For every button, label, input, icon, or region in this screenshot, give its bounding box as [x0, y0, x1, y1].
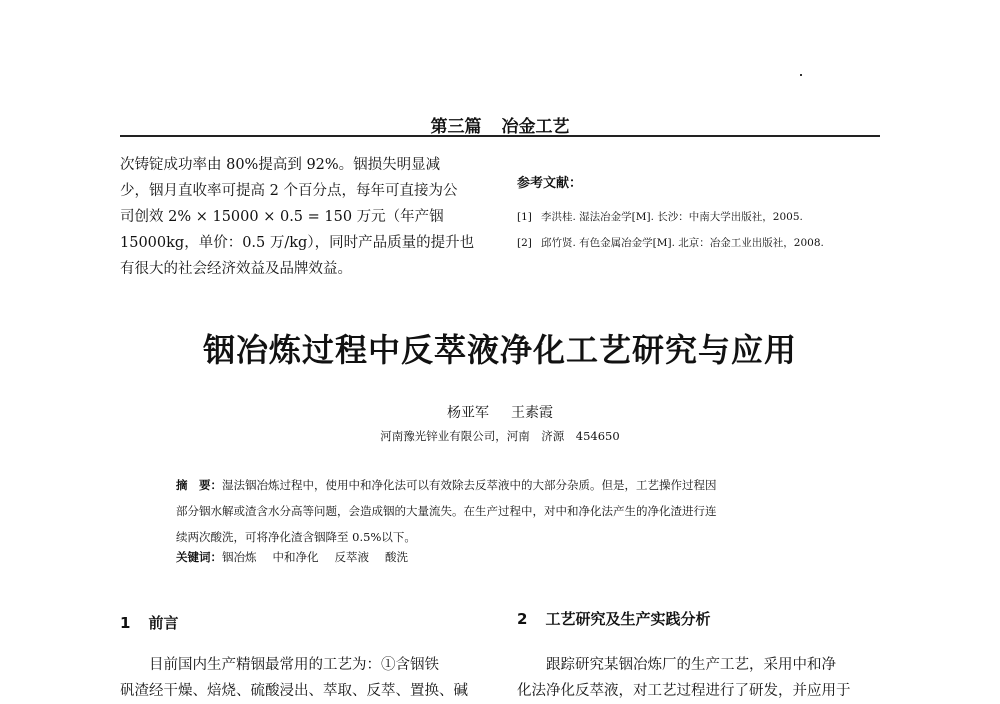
text-line: 司创效 2% × 15000 × 0.5 = 150 万元（年产铟 [120, 209, 444, 225]
text-line: 化法净化反萃液，对工艺过程进行了研发，并应用于 [517, 683, 851, 699]
author-name: 王素霞 [511, 405, 553, 421]
section-1-body [120, 652, 468, 704]
abstract-line: 续两次酸洗，可将净化渣含铟降至 0.5%以下。 [176, 530, 416, 544]
scan-speck [800, 74, 802, 76]
section-2-heading [517, 608, 710, 629]
keyword: 铟冶炼 [222, 550, 257, 564]
keywords [176, 549, 424, 565]
running-header-part: 第三篇 [430, 117, 482, 137]
reference-number: [2] [517, 237, 532, 249]
references-title: 参考文献： [517, 176, 583, 191]
reference-text: 李洪桂. 湿法冶金学[M]. 长沙：中南大学出版社，2005. [541, 211, 803, 223]
text-line: 目前国内生产精铟最常用的工艺为：①含铟铁 [149, 657, 439, 673]
previous-article-text [120, 152, 500, 282]
reference-text: 邱竹贤. 有色金属冶金学[M]. 北京：冶金工业出版社，2008. [541, 237, 824, 249]
abstract [176, 472, 836, 550]
text-line: 有很大的社会经济效益及品牌效益。 [120, 261, 352, 277]
reference-item [517, 235, 824, 250]
text-line: 矾渣经干燥、焙烧、硫酸浸出、萃取、反萃、置换、碱 [120, 683, 468, 699]
keyword: 酸洗 [385, 550, 408, 564]
article-affiliation: 河南豫光锌业有限公司，河南 济源 454650 [380, 429, 620, 443]
running-header [0, 112, 1000, 137]
keyword: 中和净化 [272, 550, 319, 564]
text-line: 15000kg，单价：0.5 万/kg），同时产品质量的提升也 [120, 235, 475, 251]
keyword: 反萃液 [334, 550, 369, 564]
text-line: 少，铟月直收率可提高 2 个百分点，每年可直接为公 [120, 183, 458, 199]
header-rule [120, 135, 880, 137]
running-header-section: 冶金工艺 [501, 117, 570, 137]
abstract-line: 湿法铟冶炼过程中，使用中和净化法可以有效除去反萃液中的大部分杂质。但是，工艺操作过程因 [222, 478, 717, 492]
text-line: 次铸锭成功率由 80%提高到 92%。铟损失明显减 [120, 157, 441, 173]
section-number: 2 [517, 610, 528, 628]
reference-number: [1] [517, 211, 532, 223]
abstract-label: 摘 要： [176, 478, 222, 492]
keywords-label: 关键词： [176, 550, 222, 564]
article-authors [0, 402, 1000, 422]
section-1-heading [120, 612, 178, 633]
section-title: 工艺研究及生产实践分析 [545, 610, 711, 628]
section-number: 1 [120, 614, 131, 632]
article-title: 铟冶炼过程中反萃液净化工艺研究与应用 [202, 331, 797, 369]
section-2-body [517, 652, 851, 704]
reference-item [517, 209, 803, 224]
author-name: 杨亚军 [447, 405, 489, 421]
text-line: 跟踪研究某铟冶炼厂的生产工艺，采用中和净 [546, 657, 836, 673]
abstract-line: 部分铟水解或渣含水分高等问题，会造成铟的大量流失。在生产过程中，对中和净化法产生的净化渣进行连 [176, 504, 717, 518]
section-title: 前言 [148, 614, 179, 632]
